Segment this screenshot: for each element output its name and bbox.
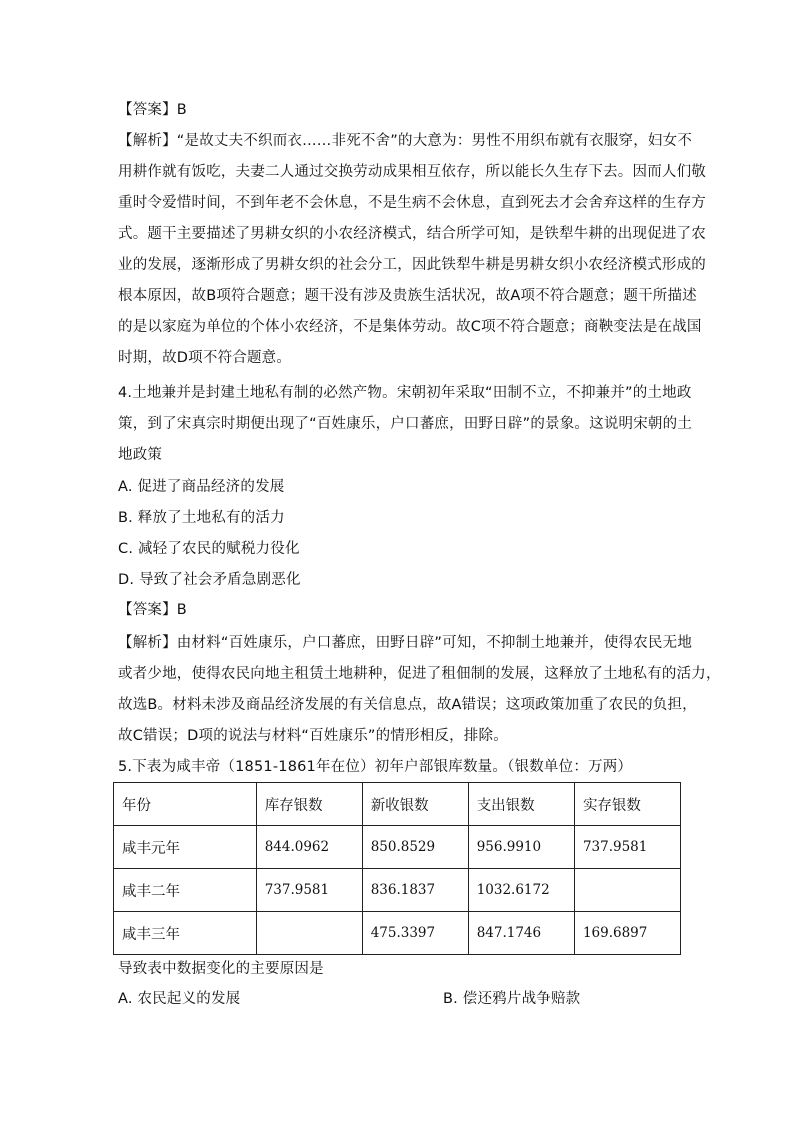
q4-analysis-line: 故C错误；D项的说法与材料“百姓康乐”的情形相反，排除。 <box>118 728 508 744</box>
table-row <box>114 912 681 955</box>
q3-answer: 【答案】B <box>118 102 187 118</box>
table-cell: 169.6897 <box>574 912 680 955</box>
table-cell: 1032.6172 <box>468 869 574 912</box>
table-cell: 737.9581 <box>574 826 680 869</box>
table-cell: 475.3397 <box>362 912 468 955</box>
table-cell: 844.0962 <box>256 826 362 869</box>
q3-analysis-line: 根本原因，故B项符合题意；题干没有涉及贵族生活状况，故A项不符合题意；题干所描述 <box>118 288 697 304</box>
table-cell-year: 咸丰三年 <box>114 912 257 955</box>
q4-analysis-line: 【解析】由材料“百姓康乐，户口蕃庶，田野日辟”可知，不抑制土地兼并，使得农民无地 <box>118 635 693 651</box>
q4-analysis-line: 或者少地，使得农民向地主租赁土地耕种，促进了租佃制的发展，这释放了土地私有的活力， <box>118 666 721 682</box>
q4-stem-line: 地政策 <box>118 447 163 463</box>
table-header-cell: 新收银数 <box>362 783 468 826</box>
table-row <box>114 826 681 869</box>
table-header-row <box>114 783 681 826</box>
q3-analysis-line: 用耕作就有饭吃，夫妻二人通过交换劳动成果相互依存，所以能长久生存下去。因而人们敬 <box>118 164 706 180</box>
table-row <box>114 869 681 912</box>
table-cell: 847.1746 <box>468 912 574 955</box>
table-cell-year: 咸丰元年 <box>114 826 257 869</box>
q3-analysis-line: 【解析】“是故丈夫不织而衣……非死不舍”的大意为：男性不用织布就有衣服穿，妇女不 <box>118 133 693 149</box>
q5-stem: 5.下表为咸丰帝（1851-1861年在位）初年户部银库数量。（银数单位：万两） <box>118 759 633 775</box>
table-header-cell: 年份 <box>114 783 257 826</box>
table-cell: 836.1837 <box>362 869 468 912</box>
table-cell-year: 咸丰二年 <box>114 869 257 912</box>
q5-option-b: B. 偿还鸦片战争赔款 <box>443 991 581 1007</box>
q4-stem-line: 4.土地兼并是封建土地私有制的必然产物。宋朝初年采取“田制不立，不抑兼并”的土地政 <box>118 385 692 401</box>
q5-question: 导致表中数据变化的主要原因是 <box>118 961 324 977</box>
q3-analysis-line: 重时令爱惜时间，不到年老不会休息，不是生病不会休息，直到死去才会舍弃这样的生存方 <box>118 195 706 211</box>
table-cell: 850.8529 <box>362 826 468 869</box>
q4-option-a: A. 促进了商品经济的发展 <box>118 479 285 495</box>
q3-analysis-line: 式。题干主要描述了男耕女织的小农经济模式，结合所学可知，是铁犁牛耕的出现促进了农 <box>118 226 706 242</box>
q3-analysis-line: 的是以家庭为单位的个体小农经济，不是集体劳动。故C项不符合题意；商鞅变法是在战国 <box>118 319 702 335</box>
table-cell <box>256 912 362 955</box>
q3-analysis-line: 时期，故D项不符合题意。 <box>118 350 292 366</box>
table-cell <box>574 869 680 912</box>
table-header-cell: 库存银数 <box>256 783 362 826</box>
q4-analysis-line: 故选B。材料未涉及商品经济发展的有关信息点，故A错误；这项政策加重了农民的负担， <box>118 697 697 713</box>
q4-option-c: C. 减轻了农民的赋税力役化 <box>118 541 300 557</box>
silver-treasury-table <box>113 782 681 955</box>
q5-option-a: A. 农民起义的发展 <box>118 991 241 1007</box>
table-header-cell: 支出银数 <box>468 783 574 826</box>
q3-analysis-line: 业的发展，逐渐形成了男耕女织的社会分工，因此铁犁牛耕是男耕女织小农经济模式形成的 <box>118 257 706 273</box>
table-cell: 956.9910 <box>468 826 574 869</box>
q4-option-d: D. 导致了社会矛盾急剧恶化 <box>118 572 301 588</box>
q4-stem-line: 策，到了宋真宗时期便出现了“百姓康乐，户口蕃庶，田野日辟”的景象。这说明宋朝的土 <box>118 416 693 432</box>
q4-answer: 【答案】B <box>118 602 187 618</box>
q4-option-b: B. 释放了土地私有的活力 <box>118 510 285 526</box>
table-header-cell: 实存银数 <box>574 783 680 826</box>
table-cell: 737.9581 <box>256 869 362 912</box>
